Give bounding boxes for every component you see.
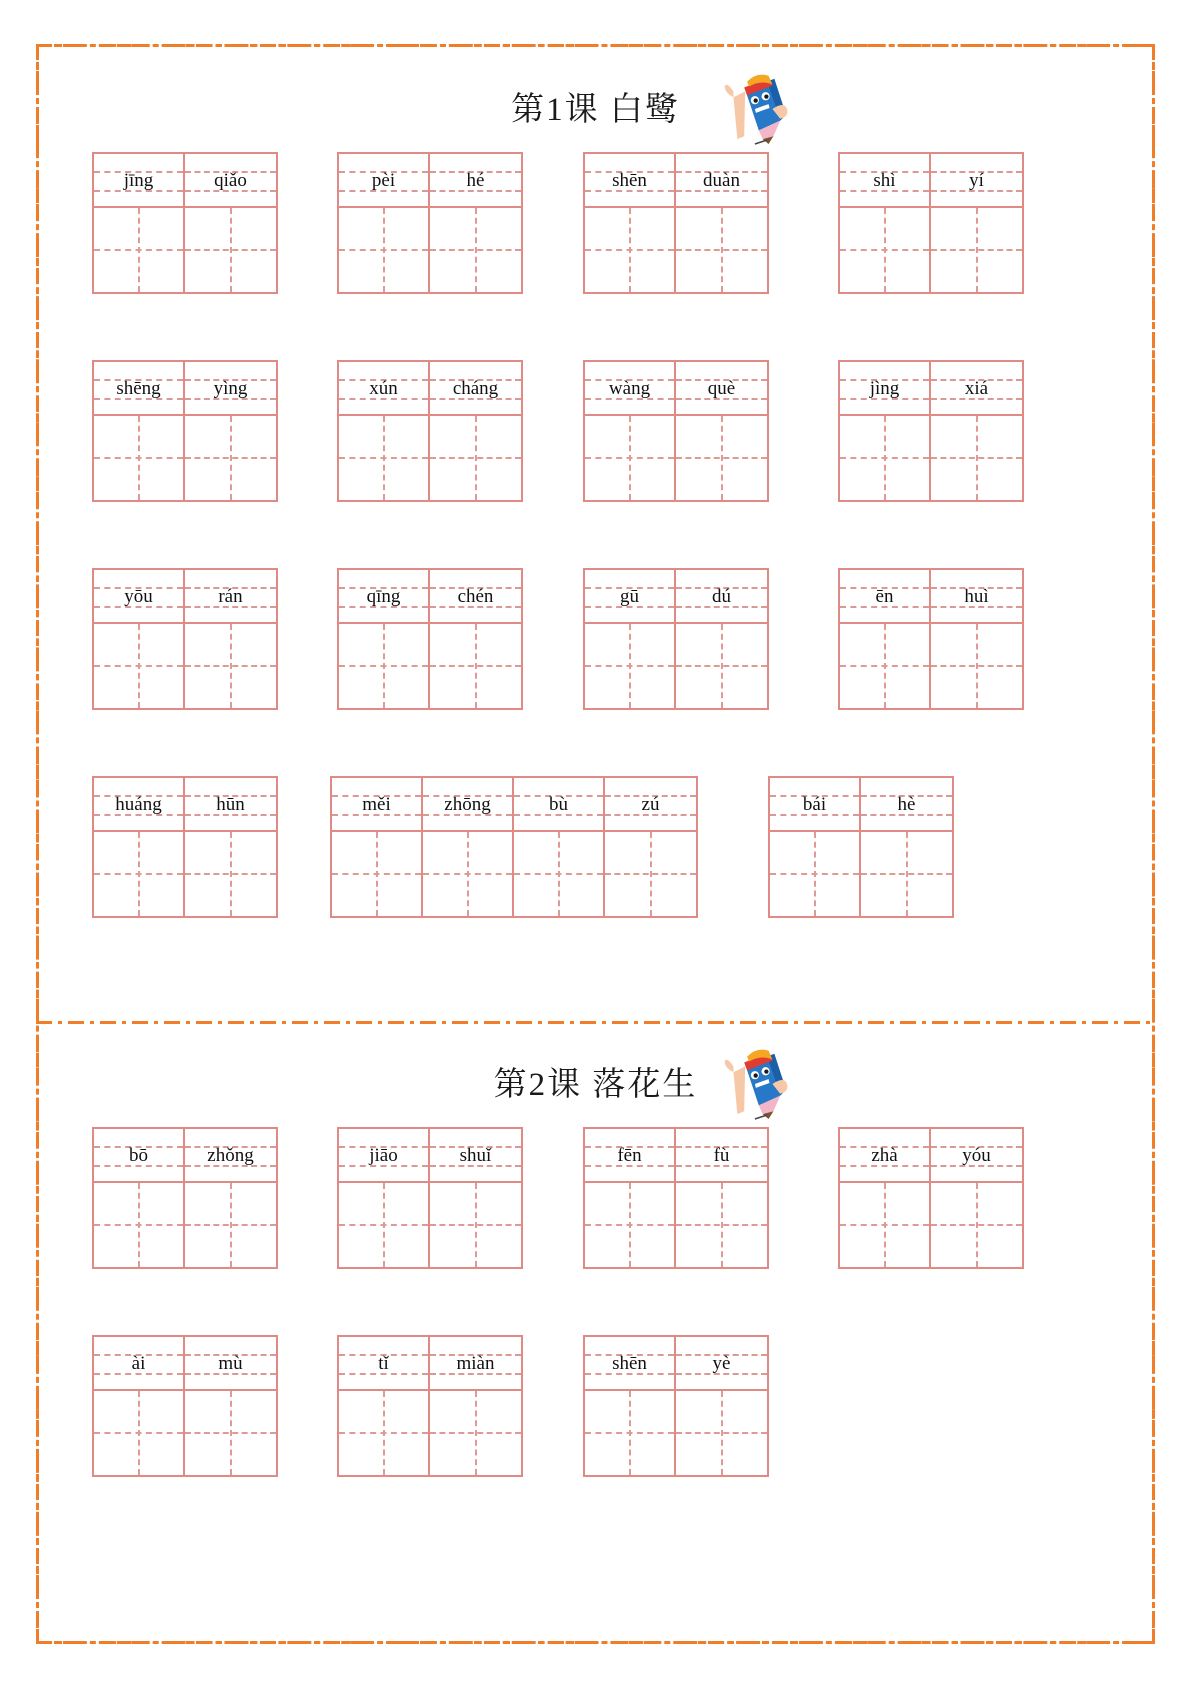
pinyin-area	[931, 362, 1022, 416]
pinyin-area	[339, 570, 428, 624]
pinyin-text: gū	[620, 585, 639, 607]
character-writing-box[interactable]	[931, 624, 1022, 708]
word-cell[interactable]	[185, 154, 276, 292]
grid-guide-horizontal	[430, 665, 521, 667]
word-group[interactable]	[92, 1127, 278, 1269]
pinyin-text: dú	[712, 585, 731, 607]
word-row	[0, 776, 1191, 984]
character-writing-box[interactable]	[185, 416, 276, 500]
pinyin-text: mù	[218, 1352, 243, 1374]
word-cell[interactable]	[423, 778, 514, 916]
word-row	[0, 568, 1191, 776]
word-cell[interactable]	[430, 570, 521, 708]
pinyin-text: miàn	[456, 1352, 495, 1374]
character-writing-box[interactable]	[339, 208, 428, 292]
pinyin-area	[94, 154, 183, 208]
character-writing-box[interactable]	[861, 832, 952, 916]
grid-guide-horizontal	[94, 249, 183, 251]
grid-guide-horizontal	[840, 249, 929, 251]
character-writing-box[interactable]	[332, 832, 421, 916]
word-cell[interactable]	[94, 1337, 185, 1475]
character-writing-box[interactable]	[185, 1391, 276, 1475]
word-cell[interactable]	[861, 778, 952, 916]
word-cell[interactable]	[676, 1129, 767, 1267]
word-group[interactable]	[838, 1127, 1024, 1269]
grid-guide-horizontal	[676, 665, 767, 667]
character-writing-box[interactable]	[94, 416, 183, 500]
pinyin-area	[339, 362, 428, 416]
pinyin-text: zú	[641, 793, 660, 815]
pinyin-area	[585, 570, 674, 624]
page-title-2: 第2课 落花生	[493, 1066, 698, 1103]
word-cell[interactable]	[94, 1129, 185, 1267]
character-writing-box[interactable]	[94, 1391, 183, 1475]
pinyin-area	[585, 1337, 674, 1391]
grid-guide-horizontal	[185, 249, 276, 251]
pinyin-text: qiǎo	[214, 169, 247, 191]
pinyin-text: zhǒng	[207, 1144, 254, 1166]
pinyin-text: ài	[131, 1352, 146, 1374]
pinyin-text: shēn	[612, 1352, 647, 1374]
word-cell[interactable]	[770, 778, 861, 916]
pinyin-area	[585, 1129, 674, 1183]
grid-guide-horizontal	[94, 665, 183, 667]
grid-guide-horizontal	[676, 1432, 767, 1434]
word-group[interactable]	[583, 1335, 769, 1477]
pinyin-area	[931, 1129, 1022, 1183]
pinyin-text: yìng	[213, 377, 248, 399]
pinyin-text: yōu	[124, 585, 153, 607]
grid-guide-horizontal	[676, 249, 767, 251]
grid-guide-horizontal	[339, 457, 428, 459]
character-writing-box[interactable]	[339, 1391, 428, 1475]
pinyin-area	[430, 570, 521, 624]
word-group[interactable]	[337, 152, 523, 294]
pinyin-text: yóu	[962, 1144, 991, 1166]
pinyin-area	[185, 778, 276, 832]
pinyin-area	[339, 1129, 428, 1183]
pinyin-text: yí	[969, 169, 984, 191]
pinyin-text: huáng	[115, 793, 162, 815]
word-cell[interactable]	[430, 154, 521, 292]
pinyin-area	[676, 570, 767, 624]
grid-guide-horizontal	[94, 873, 183, 875]
word-row	[0, 1335, 1191, 1543]
word-cell[interactable]	[585, 362, 676, 500]
word-cell[interactable]	[676, 362, 767, 500]
pinyin-text: tǐ	[378, 1352, 389, 1374]
pinyin-text: shuǐ	[459, 1144, 492, 1166]
pinyin-area	[94, 778, 183, 832]
grid-guide-horizontal	[339, 1224, 428, 1226]
word-cell[interactable]	[430, 1337, 521, 1475]
grid-guide-horizontal	[840, 1224, 929, 1226]
lesson-section-2	[0, 1035, 1191, 1543]
character-writing-box[interactable]	[931, 208, 1022, 292]
character-writing-box[interactable]	[430, 1391, 521, 1475]
grid-guide-horizontal	[931, 665, 1022, 667]
character-writing-box[interactable]	[185, 832, 276, 916]
character-writing-box[interactable]	[676, 1183, 767, 1267]
grid-guide-horizontal	[585, 1432, 674, 1434]
word-cell[interactable]	[585, 1337, 676, 1475]
pinyin-text: shēng	[116, 377, 161, 399]
pinyin-area	[185, 362, 276, 416]
word-cell[interactable]	[185, 570, 276, 708]
word-group[interactable]	[768, 776, 954, 918]
word-group[interactable]	[337, 568, 523, 710]
pinyin-area	[339, 1337, 428, 1391]
grid-guide-horizontal	[185, 873, 276, 875]
word-group[interactable]	[337, 360, 523, 502]
grid-guide-horizontal	[676, 457, 767, 459]
grid-guide-horizontal	[931, 1224, 1022, 1226]
pinyin-text: fēn	[617, 1144, 642, 1166]
pencil-mascot-icon	[712, 68, 790, 146]
pinyin-text: jīng	[123, 169, 154, 191]
word-group[interactable]	[583, 152, 769, 294]
pinyin-area	[676, 1337, 767, 1391]
word-grid-1	[0, 152, 1191, 984]
pinyin-area	[94, 362, 183, 416]
pinyin-text: què	[707, 377, 736, 399]
character-writing-box[interactable]	[94, 624, 183, 708]
word-cell[interactable]	[94, 778, 185, 916]
grid-guide-horizontal	[339, 1432, 428, 1434]
pinyin-area	[676, 362, 767, 416]
pinyin-area	[430, 362, 521, 416]
character-writing-box[interactable]	[430, 1183, 521, 1267]
pinyin-text: zhōng	[444, 793, 491, 815]
character-writing-box[interactable]	[339, 416, 428, 500]
pinyin-text: rán	[218, 585, 243, 607]
grid-guide-horizontal	[585, 249, 674, 251]
grid-guide-horizontal	[94, 1432, 183, 1434]
pinyin-text: duàn	[703, 169, 740, 191]
pinyin-area	[185, 570, 276, 624]
grid-guide-horizontal	[332, 873, 421, 875]
character-writing-box[interactable]	[840, 624, 929, 708]
character-writing-box[interactable]	[931, 1183, 1022, 1267]
word-group[interactable]	[330, 776, 698, 918]
character-writing-box[interactable]	[770, 832, 859, 916]
word-cell[interactable]	[840, 1129, 931, 1267]
word-group[interactable]	[92, 1335, 278, 1477]
grid-guide-horizontal	[185, 1224, 276, 1226]
pinyin-area	[339, 154, 428, 208]
grid-guide-horizontal	[585, 665, 674, 667]
word-cell[interactable]	[931, 1129, 1022, 1267]
pinyin-area	[423, 778, 512, 832]
pinyin-area	[931, 570, 1022, 624]
word-cell[interactable]	[585, 570, 676, 708]
character-writing-box[interactable]	[840, 1183, 929, 1267]
character-writing-box[interactable]	[430, 208, 521, 292]
grid-guide-horizontal	[585, 1224, 674, 1226]
character-writing-box[interactable]	[676, 624, 767, 708]
word-cell[interactable]	[185, 778, 276, 916]
grid-guide-horizontal	[339, 665, 428, 667]
page-title: 第1课 白鹭	[511, 91, 680, 128]
grid-guide-horizontal	[931, 249, 1022, 251]
word-cell[interactable]	[332, 778, 423, 916]
word-cell[interactable]	[840, 570, 931, 708]
word-group[interactable]	[337, 1127, 523, 1269]
word-group[interactable]	[838, 568, 1024, 710]
word-cell[interactable]	[931, 154, 1022, 292]
pinyin-area	[94, 1337, 183, 1391]
pinyin-area	[332, 778, 421, 832]
pinyin-text: cháng	[452, 377, 499, 399]
character-writing-box[interactable]	[605, 832, 696, 916]
pinyin-text: shì	[873, 169, 896, 191]
character-writing-box[interactable]	[676, 416, 767, 500]
word-group[interactable]	[92, 360, 278, 502]
pinyin-text: wàng	[608, 377, 651, 399]
grid-guide-horizontal	[430, 249, 521, 251]
word-group[interactable]	[583, 568, 769, 710]
grid-guide-horizontal	[676, 1224, 767, 1226]
pinyin-text: měi	[362, 793, 391, 815]
pinyin-text: qīng	[366, 585, 401, 607]
pinyin-area	[94, 1129, 183, 1183]
character-writing-box[interactable]	[585, 208, 674, 292]
pinyin-area	[931, 154, 1022, 208]
character-writing-box[interactable]	[585, 1391, 674, 1475]
word-cell[interactable]	[185, 1337, 276, 1475]
character-writing-box[interactable]	[94, 208, 183, 292]
character-writing-box[interactable]	[423, 832, 512, 916]
character-writing-box[interactable]	[931, 416, 1022, 500]
word-cell[interactable]	[585, 154, 676, 292]
pinyin-area	[840, 1129, 929, 1183]
grid-guide-horizontal	[840, 457, 929, 459]
character-writing-box[interactable]	[840, 208, 929, 292]
character-writing-box[interactable]	[585, 624, 674, 708]
grid-guide-horizontal	[430, 1432, 521, 1434]
word-cell[interactable]	[676, 1337, 767, 1475]
word-cell[interactable]	[185, 1129, 276, 1267]
pinyin-area	[585, 154, 674, 208]
pinyin-area	[430, 1129, 521, 1183]
word-cell[interactable]	[676, 154, 767, 292]
character-writing-box[interactable]	[585, 416, 674, 500]
pinyin-text: yè	[712, 1352, 731, 1374]
pinyin-text: fù	[713, 1144, 730, 1166]
character-writing-box[interactable]	[585, 1183, 674, 1267]
grid-guide-horizontal	[770, 873, 859, 875]
word-row	[0, 152, 1191, 360]
character-writing-box[interactable]	[339, 1183, 428, 1267]
character-writing-box[interactable]	[430, 416, 521, 500]
pinyin-area	[185, 154, 276, 208]
pinyin-text: hè	[897, 793, 916, 815]
word-group[interactable]	[583, 360, 769, 502]
pinyin-text: hé	[466, 169, 485, 191]
word-cell[interactable]	[339, 570, 430, 708]
character-writing-box[interactable]	[185, 1183, 276, 1267]
grid-guide-horizontal	[840, 665, 929, 667]
word-cell[interactable]	[94, 570, 185, 708]
character-writing-box[interactable]	[676, 1391, 767, 1475]
word-cell[interactable]	[94, 362, 185, 500]
grid-guide-horizontal	[185, 1432, 276, 1434]
word-cell[interactable]	[840, 362, 931, 500]
word-group[interactable]	[337, 1335, 523, 1477]
pinyin-area	[770, 778, 859, 832]
grid-guide-horizontal	[94, 1224, 183, 1226]
grid-guide-horizontal	[430, 457, 521, 459]
pencil-mascot-icon	[712, 1043, 790, 1121]
character-writing-box[interactable]	[430, 624, 521, 708]
word-cell[interactable]	[430, 1129, 521, 1267]
word-group[interactable]	[838, 152, 1024, 294]
grid-guide-horizontal	[185, 665, 276, 667]
pinyin-text: hūn	[216, 793, 245, 815]
word-group[interactable]	[92, 152, 278, 294]
word-cell[interactable]	[514, 778, 605, 916]
word-row	[0, 360, 1191, 568]
pinyin-text: xún	[369, 377, 398, 399]
pinyin-area	[514, 778, 603, 832]
pinyin-area	[840, 570, 929, 624]
pinyin-text: bù	[549, 793, 568, 815]
word-cell[interactable]	[94, 154, 185, 292]
pinyin-text: zhà	[871, 1144, 898, 1166]
word-cell[interactable]	[840, 154, 931, 292]
pinyin-area	[185, 1129, 276, 1183]
pinyin-area	[676, 1129, 767, 1183]
pinyin-text: jiāo	[369, 1144, 398, 1166]
grid-guide-horizontal	[931, 457, 1022, 459]
lesson-separator	[36, 1021, 1155, 1024]
pinyin-area	[430, 154, 521, 208]
word-cell[interactable]	[430, 362, 521, 500]
grid-guide-horizontal	[185, 457, 276, 459]
pinyin-text: jìng	[869, 377, 900, 399]
character-writing-box[interactable]	[94, 832, 183, 916]
pinyin-area	[185, 1337, 276, 1391]
grid-guide-horizontal	[94, 457, 183, 459]
word-group[interactable]	[92, 776, 278, 918]
word-cell[interactable]	[676, 570, 767, 708]
grid-guide-horizontal	[585, 457, 674, 459]
pinyin-text: bái	[802, 793, 827, 815]
character-writing-box[interactable]	[94, 1183, 183, 1267]
pinyin-area	[861, 778, 952, 832]
character-writing-box[interactable]	[185, 624, 276, 708]
character-writing-box[interactable]	[840, 416, 929, 500]
grid-guide-horizontal	[605, 873, 696, 875]
word-cell[interactable]	[339, 362, 430, 500]
pinyin-area	[840, 362, 929, 416]
grid-guide-horizontal	[430, 1224, 521, 1226]
word-row	[0, 1127, 1191, 1335]
pinyin-text: bō	[129, 1144, 148, 1166]
pinyin-text: xiá	[964, 377, 989, 399]
pinyin-area	[430, 1337, 521, 1391]
word-cell[interactable]	[585, 1129, 676, 1267]
pinyin-text: ēn	[875, 585, 894, 607]
pinyin-area	[94, 570, 183, 624]
pinyin-area	[605, 778, 696, 832]
pinyin-text: chén	[457, 585, 494, 607]
pinyin-area	[585, 362, 674, 416]
grid-guide-horizontal	[339, 249, 428, 251]
word-grid-2	[0, 1127, 1191, 1543]
word-group[interactable]	[838, 360, 1024, 502]
pinyin-text: pèi	[371, 169, 396, 191]
word-group[interactable]	[583, 1127, 769, 1269]
lesson-header-1	[0, 60, 1191, 152]
pinyin-text: huì	[964, 585, 989, 607]
character-writing-box[interactable]	[339, 624, 428, 708]
pinyin-area	[676, 154, 767, 208]
character-writing-box[interactable]	[185, 208, 276, 292]
lesson-header-2	[0, 1035, 1191, 1127]
word-cell[interactable]	[931, 362, 1022, 500]
pinyin-area	[840, 154, 929, 208]
word-cell[interactable]	[185, 362, 276, 500]
word-cell[interactable]	[339, 154, 430, 292]
word-cell[interactable]	[931, 570, 1022, 708]
character-writing-box[interactable]	[676, 208, 767, 292]
pinyin-text: shēn	[612, 169, 647, 191]
character-writing-box[interactable]	[514, 832, 603, 916]
word-cell[interactable]	[339, 1337, 430, 1475]
word-group[interactable]	[92, 568, 278, 710]
grid-guide-horizontal	[423, 873, 512, 875]
lesson-section-1	[0, 60, 1191, 984]
word-cell[interactable]	[339, 1129, 430, 1267]
grid-guide-horizontal	[861, 873, 952, 875]
grid-guide-horizontal	[514, 873, 603, 875]
word-cell[interactable]	[605, 778, 696, 916]
